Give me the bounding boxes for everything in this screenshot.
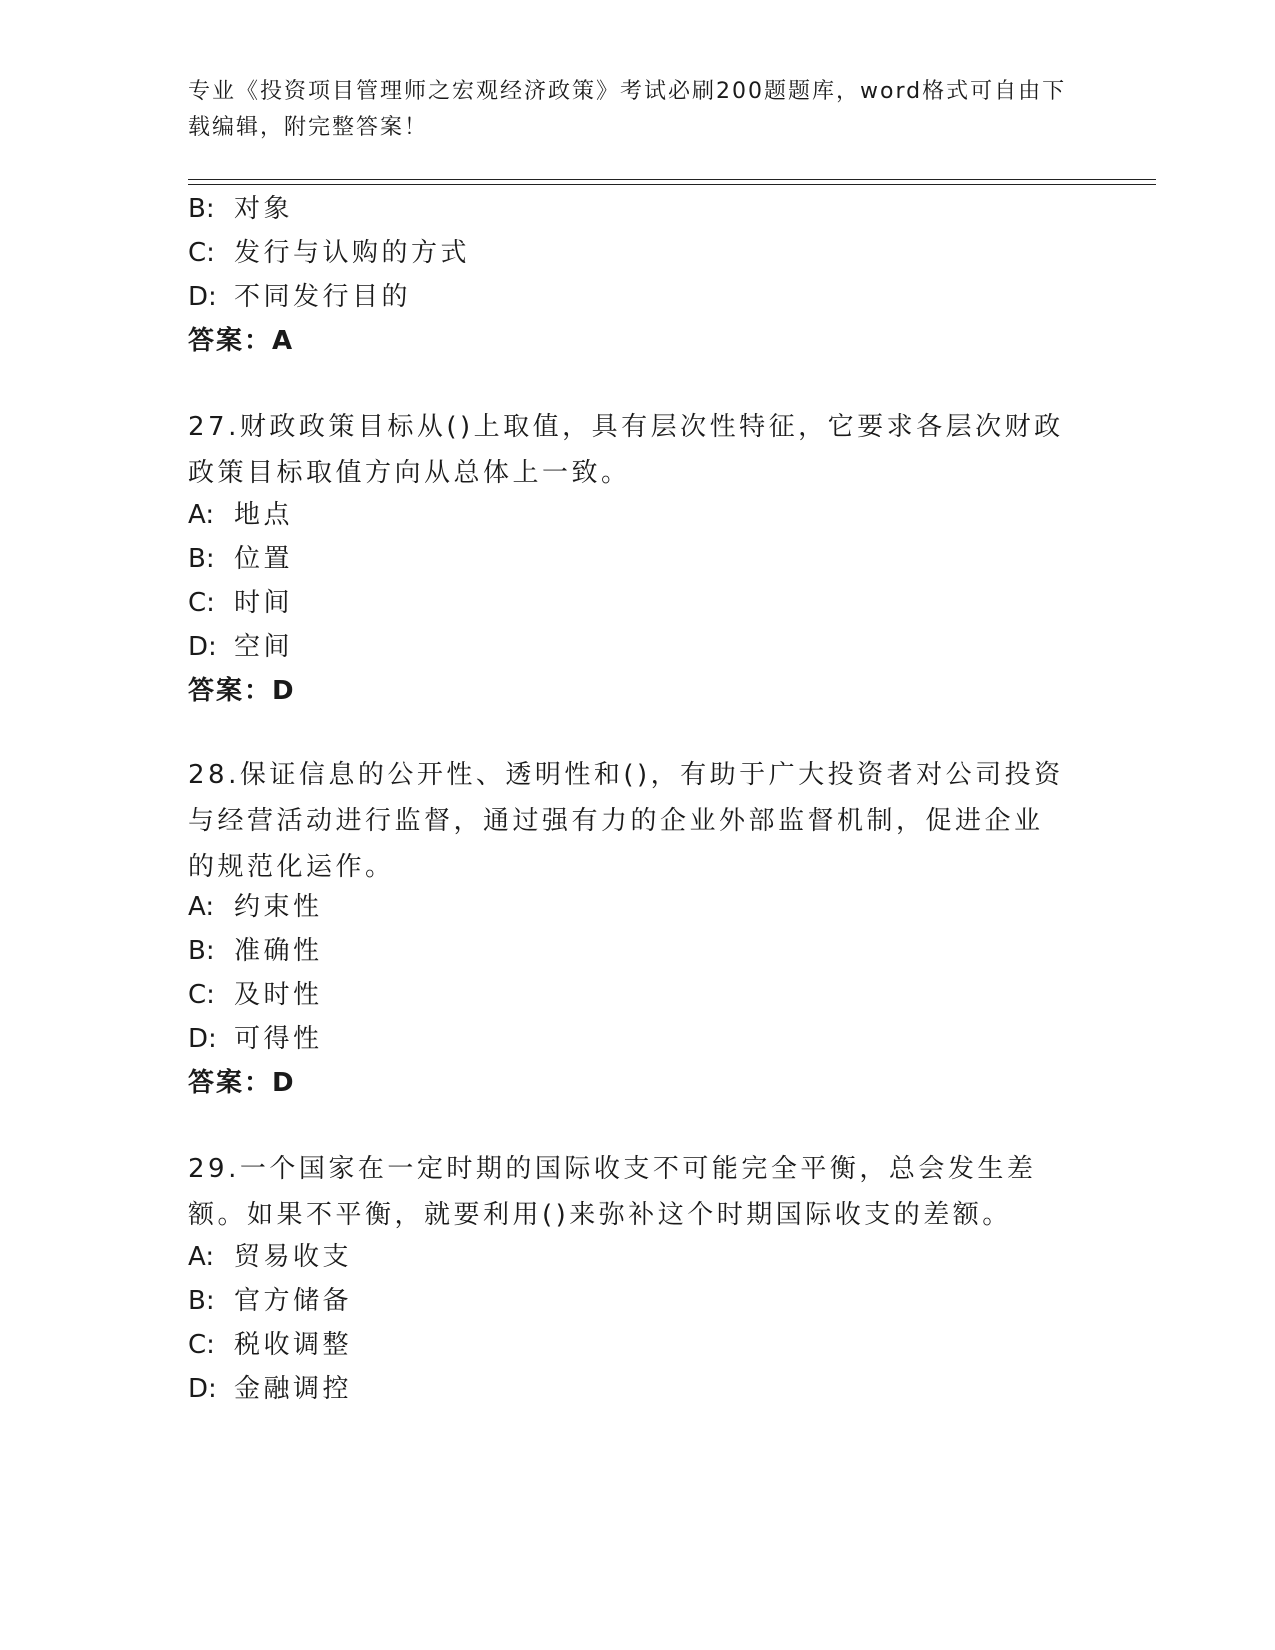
option-label: C: (188, 238, 215, 268)
q27-option-b (188, 538, 293, 575)
option-text: 对象 (234, 194, 294, 224)
q27-option-c (188, 582, 293, 619)
option-text: 及时性 (234, 980, 323, 1010)
q28-option-a (188, 886, 323, 923)
option-text: 位置 (234, 544, 294, 574)
q27-option-d (188, 626, 293, 663)
option-text: 金融调控 (234, 1374, 353, 1404)
option-text: 地点 (234, 500, 294, 530)
q28-answer: 答案：D (188, 1068, 296, 1098)
question-28-text: 28.保证信息的公开性、透明性和()，有助于广大投资者对公司投资与经营活动进行监督，通过强有力的企业外部监督机制，促进企业的规范化运作。 (188, 760, 1064, 882)
prev-option-b (188, 188, 293, 225)
prev-answer: 答案：A (188, 326, 295, 356)
option-label: A: (188, 500, 215, 530)
option-text: 准确性 (234, 936, 323, 966)
option-label: C: (188, 588, 215, 618)
q27-answer: 答案：D (188, 676, 296, 706)
option-label: B: (188, 1286, 215, 1316)
question-27-text: 27.财政政策目标从()上取值，具有层次性特征，它要求各层次财政政策目标取值方向从总体上一致。 (188, 412, 1064, 488)
option-text: 不同发行目的 (234, 282, 412, 312)
option-label: A: (188, 1242, 215, 1272)
option-label: D: (188, 1374, 217, 1404)
q29-option-d (188, 1368, 352, 1405)
option-text: 官方储备 (234, 1286, 353, 1316)
q28-option-d (188, 1018, 323, 1055)
option-label: B: (188, 544, 215, 574)
option-text: 税收调整 (234, 1330, 353, 1360)
q27-option-a (188, 494, 293, 531)
option-label: B: (188, 936, 215, 966)
option-label: D: (188, 282, 217, 312)
option-label: D: (188, 1024, 217, 1054)
option-text: 发行与认购的方式 (234, 238, 471, 268)
q28-option-b (188, 930, 323, 967)
option-label: D: (188, 632, 217, 662)
q29-option-a (188, 1236, 352, 1273)
q28-option-c (188, 974, 323, 1011)
option-label: C: (188, 980, 215, 1010)
option-label: C: (188, 1330, 215, 1360)
q29-option-c (188, 1324, 352, 1361)
prev-option-d (188, 276, 411, 313)
q29-option-b (188, 1280, 352, 1317)
option-text: 贸易收支 (234, 1242, 353, 1272)
option-text: 约束性 (234, 892, 323, 922)
header-divider-top (188, 179, 1156, 180)
header-divider-bottom (188, 184, 1156, 185)
prev-option-c (188, 232, 470, 269)
option-label: B: (188, 194, 215, 224)
page-header-intro: 专业《投资项目管理师之宏观经济政策》考试必刷200题题库，word格式可自由下载编辑，附完整答案！ (188, 79, 1067, 140)
option-label: A: (188, 892, 215, 922)
option-text: 空间 (234, 632, 294, 662)
option-text: 时间 (234, 588, 294, 618)
question-29-text: 29.一个国家在一定时期的国际收支不可能完全平衡，总会发生差额。如果不平衡，就要利用()来弥补这个时期国际收支的差额。 (188, 1154, 1037, 1230)
option-text: 可得性 (234, 1024, 323, 1054)
